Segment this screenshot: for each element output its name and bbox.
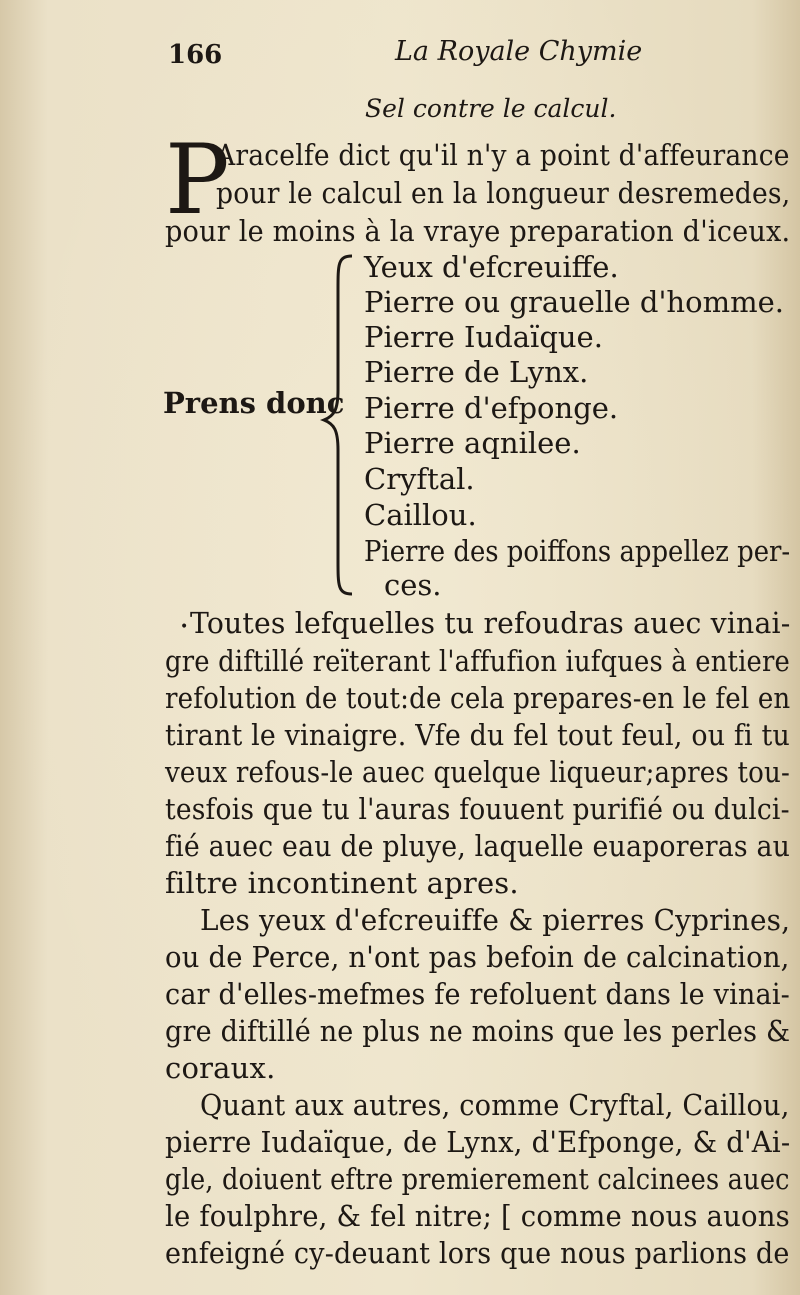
body-line: veux refous-le auec quelque liqueur;apres tou- — [165, 755, 790, 789]
body-line: gre diftillé ne plus ne moins que les perles & — [165, 1014, 791, 1048]
body-line: pierre Iudaïque, de Lynx, d'Efponge, & d'Ai- — [165, 1125, 791, 1159]
section-title: Sel contre le calcul. — [365, 94, 617, 123]
body-line: fié auec eau de pluye, laquelle euaporeras au — [165, 829, 791, 863]
ingredient-item: Yeux d'efcreuiffe. — [364, 250, 619, 284]
body-line: tesfois que tu l'auras fouuent purifié ou dulci- — [165, 792, 790, 826]
body-line: gre diftillé reïterant l'affufion iufques à entiere — [165, 644, 790, 678]
ingredient-item: Pierre ou grauelle d'homme. — [364, 285, 784, 319]
ingredient-item: Caillou. — [364, 498, 477, 532]
body-line: tirant le vinaigre. Vfe du fel tout feul, ou fi tu — [165, 718, 790, 752]
body-line: Les yeux d'efcreuiffe & pierres Cyprines, — [200, 903, 791, 937]
body-line: gle, doiuent eftre premierement calcinees auec — [165, 1162, 790, 1196]
curly-brace — [318, 250, 358, 600]
body-line: le foulphre, & fel nitre; [ comme nous auons — [165, 1199, 790, 1233]
ingredient-item: Pierre d'efponge. — [364, 391, 619, 425]
body-line: car d'elles-mefmes fe refoluent dans le vinai- — [165, 977, 791, 1011]
ingredient-item: Pierre Iudaïque. — [364, 320, 603, 354]
body-line: coraux. — [165, 1051, 276, 1085]
body-line: Toutes lefquelles tu refoudras auec vinai- — [190, 606, 791, 640]
body-line: Quant aux autres, comme Cryftal, Caillou, — [200, 1088, 790, 1122]
running-title: La Royale Chymie — [395, 36, 643, 67]
ingredient-item: Pierre des poiffons appellez per- — [364, 534, 791, 568]
body-line: enfeigné cy-deuant lors que nous parlions de — [165, 1236, 790, 1270]
intro-line: Aracelfe dict qu'il n'y a point d'affeurance — [216, 138, 790, 172]
body-line: refolution de tout:de cela prepares-en le fel en — [165, 681, 791, 715]
body-line: ou de Perce, n'ont pas befoin de calcination, — [165, 940, 790, 974]
intro-line: pour le moins à la vraye preparation d'iceux. — [165, 214, 791, 248]
intro-line: pour le calcul en la longueur desremedes, — [216, 176, 791, 210]
drop-cap: P — [165, 124, 230, 236]
ingredient-item: Pierre de Lynx. — [364, 355, 589, 389]
ingredient-item: ces. — [384, 568, 442, 602]
paragraph-mark: • — [180, 619, 189, 635]
ingredient-item: Cryftal. — [364, 462, 475, 496]
body-line: filtre incontinent apres. — [165, 866, 519, 900]
brace-label: Prens donc — [163, 386, 345, 420]
page-number: 166 — [168, 40, 223, 70]
ingredient-item: Pierre aqnilee. — [364, 426, 581, 460]
